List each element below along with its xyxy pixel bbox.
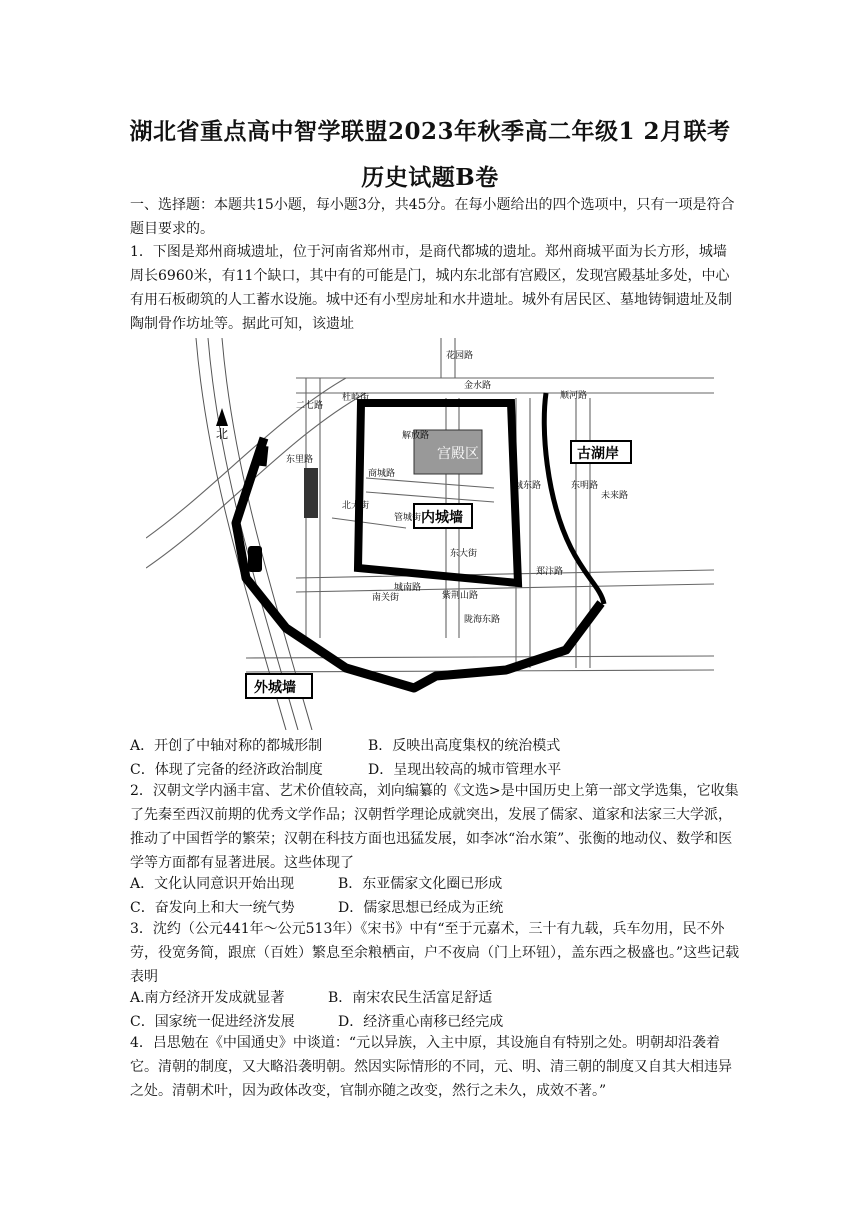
inner-wall-label: 内城墙 bbox=[421, 510, 463, 526]
road-label: 东大街 bbox=[450, 549, 478, 559]
q3-option-d: D．经济重心南移已经完成 bbox=[338, 1014, 504, 1030]
road-label: 东明路 bbox=[571, 481, 599, 491]
road-label: 陇海东路 bbox=[464, 615, 501, 625]
q1-option-b: B．反映出高度集权的统治模式 bbox=[368, 738, 561, 754]
road-label: 金水路 bbox=[464, 381, 492, 391]
road-label: 花园路 bbox=[446, 351, 474, 361]
road-label: 解放路 bbox=[402, 431, 430, 441]
road-label: 北大街 bbox=[342, 501, 370, 511]
north-label: 北 bbox=[216, 427, 229, 441]
road-label: 紫荆山路 bbox=[442, 591, 479, 601]
question-4-stem: 4．吕思勉在《中国通史》中谈道：“元以异族，入主中原，其设施自有特别之处。明朝却沿袭着它。清朝的制度，又大略沿袭明朝。然因实际情形的不同，元、明、清三朝的制度又自其大相违异之处。清朝术叶，因为政体改变，官制亦随之改变，然行之未久，成效不著。” bbox=[130, 1035, 732, 1099]
q2-option-d: D．儒家思想已经成为正统 bbox=[338, 900, 504, 916]
train-icon bbox=[248, 546, 262, 572]
road-label: 城南路 bbox=[394, 583, 422, 593]
road-label: 二七路 bbox=[296, 401, 324, 411]
question-3-stem: 3．沈约（公元441年～公元513年）《宋书》中有“至于元嘉术，三十有九载，兵车勿用，民不外劳，役宽务简，跟庶（百姓）繁息至余粮栖亩，户不夜扃（门上环钮），盖东西之极盛也。”这些记载表明 bbox=[130, 921, 740, 985]
zhengzhou-shang-city-map bbox=[146, 338, 714, 730]
road-label: 顺河路 bbox=[560, 391, 588, 401]
lake-label: 古湖岸 bbox=[577, 446, 619, 462]
outer-wall-stub bbox=[262, 446, 264, 466]
palace-label: 宫殿区 bbox=[437, 446, 479, 462]
exam-title: 湖北省重点高中智学联盟2023年秋季高二年级1 2月联考 bbox=[129, 118, 731, 145]
q1-option-c: C．体现了完备的经济政治制度 bbox=[130, 762, 323, 778]
road-label: 城东路 bbox=[514, 481, 542, 491]
q1-option-a: A．开创了中轴对称的都城形制 bbox=[130, 738, 323, 754]
q3-option-b: B．南宋农民生活富足舒适 bbox=[328, 990, 493, 1006]
q2-option-c: C．奋发向上和大一统气势 bbox=[130, 900, 295, 916]
q1-option-d: D．呈现出较高的城市管理水平 bbox=[368, 762, 562, 778]
road-label: 商城路 bbox=[368, 469, 396, 479]
road-label: 杜岭街 bbox=[342, 393, 370, 403]
road-label: 未来路 bbox=[601, 491, 629, 501]
section-intro: 一、选择题：本题共15小题，每小题3分，共45分。在每小题给出的四个选项中，只有一项是符合题目要求的。 bbox=[130, 197, 735, 237]
exam-subtitle: 历史试题B卷 bbox=[361, 164, 499, 191]
q2-option-a: A．文化认同意识开始出现 bbox=[130, 876, 295, 892]
question-2-stem: 2．汉朝文学内涵丰富、艺术价值较高，刘向编纂的《文选>是中国历史上第一部文学选集，它收集了先秦至西汉前期的优秀文学作品；汉朝哲学理论成就突出，发展了儒家、道家和法家三大学派，推动了中国哲学的繁荣；汉朝在科技方面也迅猛发展，如李冰“治水策”、张衡的地动仪、数学和医学等方面都有显著进展。这些体现了 bbox=[130, 783, 739, 871]
q3-option-a: A.南方经济开发成就显著 bbox=[130, 990, 285, 1006]
outer-wall-label: 外城墙 bbox=[254, 680, 296, 696]
q3-option-c: C．国家统一促进经济发展 bbox=[130, 1014, 295, 1030]
question-1-stem: 1．下图是郑州商城遗址，位于河南省郑州市，是商代都城的遗址。郑州商城平面为长方形，城墙周长6960米，有11个缺口，其中有的可能是门，城内东北部有宫殿区，发现宫殿基址多处，中心有用石板砌筑的人工蓄水设施。城中还有小型房址和水井遗址。城外有居民区、墓地铸铜遗址及制陶制骨作坊址等。据此可知，该遗址 bbox=[130, 244, 732, 332]
q2-option-b: B．东亚儒家文化圈已形成 bbox=[338, 876, 503, 892]
road-label: 郑汴路 bbox=[536, 567, 564, 577]
road-label: 南关街 bbox=[372, 593, 400, 603]
pagoda-icon bbox=[304, 468, 318, 518]
road-label: 管城街 bbox=[394, 513, 422, 523]
road-label: 东里路 bbox=[286, 455, 314, 465]
